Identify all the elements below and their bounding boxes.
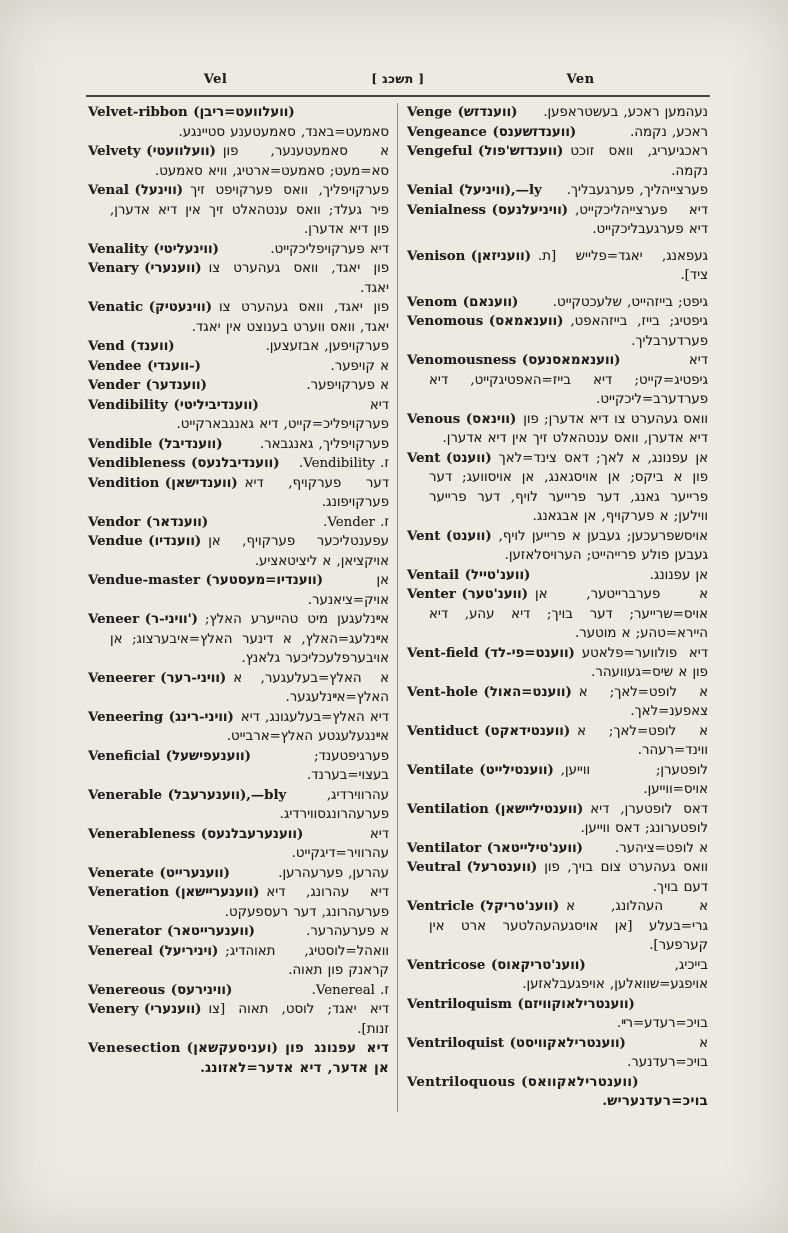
dictionary-entry	[407, 644, 708, 683]
entry-headword: Vent (ווענט)	[407, 528, 492, 544]
entry-headword: Vendibility (ווענדיביליטי)	[88, 397, 259, 413]
dictionary-entry	[407, 201, 708, 240]
entry-headword: Venialness (וויניעלנעס)	[407, 202, 569, 218]
entry-headword: Veutral (ווענטרעל)	[407, 860, 538, 875]
entry-definition: א פערברייטער, אן אויס=שרייער; דער בויך; דיא עהע, דיא היירא=טהע; א מוטער.	[429, 587, 708, 641]
entry-definition: א לופט=לאך; א ווינד=רעהר.	[577, 723, 708, 758]
page-header	[88, 72, 708, 87]
dictionary-entry	[88, 942, 389, 981]
entry-definition: ז. Vender.	[323, 514, 389, 530]
entry-definition: דיא גיפטיג=קייט; דיא בייז=האפטיגקייט, דיא פערדערב=ליכקייט.	[429, 353, 708, 407]
entry-headword: Ventriloquism (ווענטרילאוקוויזם)	[407, 996, 635, 1012]
entry-headword: Venality (ווינעליטי)	[88, 241, 219, 257]
entry-definition: וואס געהערט צום בויך, פון דעם בויך.	[544, 860, 708, 895]
dictionary-entry	[88, 1039, 389, 1078]
entry-headword: Vender (ווענדער)	[88, 378, 207, 393]
entry-definition: דיא יאגד; לוסט, תאוה [צו זנות].	[208, 1002, 389, 1037]
entry-definition: א העהלונג, א גרי=בעלע [אן אויסגעהעהלטער ארט אין קערפער].	[429, 899, 708, 953]
entry-definition: דיא פערקויפליכ=קייט, דיא גאנגבארקייט.	[176, 397, 389, 432]
dictionary-entry	[88, 357, 389, 377]
entry-definition: בויכ=רעדע=רײ.	[616, 1016, 708, 1031]
entry-definition: פערקויפליך, וואס פערקויפט זיך פיר געלד; וואס ענטהאלט זיך אין דיא אדערן, פון דיא אדערן.	[110, 183, 389, 237]
entry-headword: Ventilate (ווענטילייט)	[407, 762, 554, 778]
dictionary-entry	[88, 571, 389, 610]
entry-headword: Venereous (ווינירעס)	[88, 982, 233, 998]
entry-definition: אן עפנונג.	[649, 567, 708, 583]
dictionary-entry	[88, 513, 389, 533]
entry-headword: Venter (ווענ'טער)	[407, 587, 529, 602]
entry-headword: Veneficial (ווענעפישעל)	[88, 748, 251, 764]
dictionary-entry	[407, 956, 708, 995]
dictionary-entry	[407, 247, 708, 286]
entry-headword: Ventilation (ווענטילײשאן)	[407, 801, 584, 817]
dictionary-entry	[407, 800, 708, 839]
right-column	[398, 103, 708, 1112]
left-column	[88, 103, 398, 1112]
entry-headword: Vendor (ווענדאר)	[88, 514, 209, 530]
entry-definition: דיא פערקויפליכקייט.	[270, 241, 389, 257]
dictionary-entry	[407, 312, 708, 351]
dictionary-entry	[88, 747, 389, 786]
dictionary-entry	[88, 474, 389, 513]
entry-headword: Veneer (וויני-ר')	[88, 612, 198, 627]
text-columns	[88, 103, 708, 1112]
entry-headword: Venary (ווענערי)	[88, 261, 202, 276]
dictionary-entry	[88, 337, 389, 357]
entry-definition: דיא פולווער=פלאטע פון א שיס=געוועהר.	[581, 645, 708, 680]
entry-definition: דאס לופטערן, דיא לופטערונג; דאס ווייען.	[580, 801, 708, 836]
entry-definition: א קויפער.	[330, 358, 389, 374]
entry-headword: Venerableness (ווענערעבלנעס)	[88, 826, 304, 842]
dictionary-entry	[88, 669, 389, 708]
dictionary-entry	[407, 449, 708, 527]
entry-headword: Venesection (ועניסעקשאן)	[88, 1041, 279, 1056]
entry-definition: א האלץ=בעלעגער, א האלץ=אײנלעגער.	[233, 670, 389, 705]
entry-definition: פערגיפטענד; בעצוי=בערנד.	[307, 748, 389, 783]
entry-headword: Venatic (ווינעטיק)	[88, 300, 213, 315]
entry-headword: Ventricle (ווענ'טריקל)	[407, 899, 560, 914]
dictionary-entry	[407, 181, 708, 201]
entry-definition: פערקויפען, אבזעצען.	[265, 339, 389, 354]
entry-definition: בויכ=רעדנעריש.	[602, 1094, 708, 1109]
dictionary-entry	[88, 883, 389, 922]
entry-headword: Venom (ווענאם)	[407, 294, 519, 310]
entry-definition: אן עפנונג, א לאך; דאס צינד=לאך פון א ביקס; אן אויסגאנג, אן אויסוועג; דער פרייער גאנג, דער פרייער לויף, דער פרייער ווילען; א פערקויף, אן אבגאנג.	[429, 450, 708, 524]
entry-headword: Venerate (ווענערייט)	[88, 865, 230, 881]
entry-definition: גיפט; בייזהייט, שלעכטקייט.	[552, 294, 708, 310]
entry-definition: א לופט=ציהער.	[615, 840, 708, 856]
entry-headword: Vent-hole (ווענט=האול)	[407, 684, 572, 700]
dictionary-entry	[407, 683, 708, 722]
entry-headword: Velvet-ribbon (וועלוועט=ריבן)	[88, 105, 295, 120]
entry-definition: דיא האלץ=בעלעגונג, דיא אײנגעלעגטע האלץ=ארבייט.	[226, 709, 389, 744]
entry-headword: Vendue (ווענדיו)	[88, 534, 202, 549]
dictionary-entry	[88, 454, 389, 474]
dictionary-entry	[88, 864, 389, 884]
dictionary-entry	[407, 839, 708, 859]
entry-definition: אויסשפרעכען; געבען א פרייען לויף, געבען פולע פרייהייט; הערויסלאזען.	[498, 528, 708, 563]
entry-headword: Vendue-master (ווענדיו=מעסטער)	[88, 573, 324, 588]
dictionary-entry	[88, 435, 389, 455]
entry-headword: Venial (וויניעל),—ly	[407, 183, 542, 198]
entry-definition: לופטערן; ווייען, אויס=ווייען.	[560, 762, 708, 797]
entry-definition: אײנלעגען מיט טהייערע האלץ; אײנלעג=האלץ, א דינער האלץ=איבערצוג; אן אויבערפלעכליכער גלאנץ.	[110, 612, 389, 666]
entry-definition: וואהל=לוסטיג, תאוהדיג; קראנק פון תאוה.	[225, 943, 389, 978]
entry-headword: Vendition (ווענדישאן)	[88, 475, 238, 491]
dictionary-entry	[88, 922, 389, 942]
guide-word-right: Ven	[566, 72, 595, 87]
entry-headword: Vendee (ווענדי-)	[88, 358, 201, 374]
dictionary-entry	[407, 351, 708, 410]
entry-definition: דער פערקויף, דיא פערקויפונג.	[244, 475, 389, 510]
entry-headword: Ventricose (ווענ'טריקאוס)	[407, 957, 586, 973]
entry-headword: Venomousness (ווענאמאסנעס)	[407, 353, 621, 368]
entry-definition: עהרען, פערעהרען.	[278, 865, 389, 881]
entry-headword: Vent-field (ווענט=פי-לד)	[407, 645, 575, 661]
entry-headword: Venomous (ווענאמאס)	[407, 314, 564, 329]
entry-definition: פערקויפליך, גאנגבאר.	[259, 436, 389, 452]
dictionary-entry	[407, 722, 708, 761]
entry-headword: Venge (ווענדזש)	[407, 105, 518, 120]
entry-definition: פון יאגד, וואס געהערט צו יאגד, וואס ווערט בענוצט אין יאגד.	[191, 300, 389, 335]
entry-headword: Vendibleness (ווענדיבלנעס)	[88, 456, 280, 471]
dictionary-entry	[407, 293, 708, 313]
header-rule	[86, 95, 710, 97]
entry-definition: דיא פערצייהליכקייט, דיא פערגעבליכקייט.	[575, 202, 708, 237]
entry-headword: Velvety (וועלוועטי)	[88, 144, 216, 159]
dictionary-entry	[88, 103, 389, 142]
entry-definition: עפענטליכער פערקויף, אן אויקציאן, א ליציטאציע.	[208, 534, 389, 569]
dictionary-entry	[88, 610, 389, 669]
entry-headword: Venison (וועניזאן)	[407, 248, 532, 264]
entry-headword: Vengeance (ווענדזשענס)	[407, 124, 577, 140]
entry-definition: פון יאגד, וואס געהערט צו יאגד.	[208, 261, 389, 296]
dictionary-entry	[88, 396, 389, 435]
dictionary-entry	[407, 103, 708, 123]
entry-headword: Ventilator (ווענ'טילייטאר)	[407, 840, 583, 856]
entry-definition: ז. Vendibility.	[298, 456, 389, 471]
dictionary-entry	[88, 259, 389, 298]
dictionary-entry	[407, 897, 708, 956]
dictionary-entry	[407, 761, 708, 800]
entry-definition: דיא עפנונג פון אן אדער, דיא אדער=לאזונג.	[200, 1041, 389, 1076]
entry-definition: דיא עהרונג, דיא פערעהרונג, דער רעספעקט.	[224, 885, 389, 920]
entry-headword: Ventriloquous (ווענטרילאקוואס)	[407, 1074, 639, 1090]
entry-headword: Vendible (ווענדיבל)	[88, 436, 223, 452]
entry-headword: Vend (ווענד)	[88, 339, 175, 354]
dictionary-entry	[407, 142, 708, 181]
entry-definition: גיפטיג; בייז, בייזהאפט, פערדערבליך.	[570, 314, 708, 349]
entry-definition: סאמעט=באנד, סאמעטענע סטיינגע.	[178, 124, 389, 140]
dictionary-entry	[88, 532, 389, 571]
entry-definition: א לופט=לאך; א צאפענ=לאך.	[578, 684, 708, 719]
dictionary-entry	[88, 181, 389, 240]
entry-headword: Venerator (ווענערייטאר)	[88, 924, 255, 939]
dictionary-entry	[407, 585, 708, 644]
entry-definition: וואס געהערט צו דיא אדערן; פון דיא אדערן, וואס ענטהאלט זיך אין דיא אדערן.	[442, 411, 708, 446]
entry-headword: Venereal (ויניריעל)	[88, 943, 219, 959]
dictionary-entry	[88, 240, 389, 260]
dictionary-entry	[407, 527, 708, 566]
dictionary-entry	[88, 376, 389, 396]
entry-definition: א פערעהרער.	[306, 924, 389, 939]
entry-definition: פערצייהליך, פערגעבליך.	[566, 183, 708, 198]
entry-definition: געפאנג, יאגד=פלייש [ת. ציד].	[538, 248, 708, 283]
entry-definition: דיא עהרוויר=דיגקייט.	[291, 826, 389, 861]
entry-headword: Ventiduct (ווענטידאקט)	[407, 723, 571, 739]
dictionary-entry	[407, 1034, 708, 1073]
entry-headword: Ventriloquist (ווענטרילאקוויסט)	[407, 1035, 626, 1051]
dictionary-entry	[407, 410, 708, 449]
entry-definition: ז. Venereal.	[311, 982, 389, 998]
dictionary-entry	[407, 566, 708, 586]
entry-headword: Vengeful (ווענדזש'פול)	[407, 144, 564, 159]
dictionary-entry	[407, 995, 708, 1034]
entry-definition: א סאמעטענער, פון סא=מעט; סאמעט=ארטיג, וויא סאמעט.	[155, 144, 389, 179]
entry-headword: Venal (ווינעל)	[88, 183, 184, 198]
entry-definition: ראכגיעריג, וואס זוכט נקמה.	[570, 144, 708, 179]
entry-definition: בייכיג, אויפגע=שוואלען, אויפגעבלאזען.	[522, 957, 708, 992]
entry-headword: Ventail (ווענ'טייל)	[407, 567, 531, 583]
dictionary-entry	[407, 123, 708, 143]
page-number: [ תשכג ]	[371, 72, 425, 86]
entry-definition: א בויכ=רעדנער.	[627, 1035, 708, 1070]
entry-headword: Venery (ווענערי)	[88, 1002, 202, 1017]
dictionary-entry	[88, 1000, 389, 1039]
dictionary-entry	[88, 981, 389, 1001]
entry-definition: נעהמען ראכע, בעשטראפען.	[543, 105, 708, 120]
entry-headword: Vent (ווענט)	[407, 450, 492, 466]
dictionary-entry	[407, 858, 708, 897]
entry-definition: א פערקויפער.	[306, 378, 389, 393]
entry-definition: אן אויק=ציאנער.	[307, 573, 389, 608]
dictionary-entry	[88, 825, 389, 864]
dictionary-entry	[407, 1073, 708, 1112]
entry-definition: עהרווירדיג, פערעהרונגסווירדיג.	[279, 787, 389, 822]
entry-headword: Veneration (ווענערײשאן)	[88, 885, 260, 900]
entry-headword: Venous (ווינאס)	[407, 411, 517, 427]
dictionary-entry	[88, 298, 389, 337]
dictionary-entry	[88, 708, 389, 747]
entry-headword: Veneerer (וויני-רער)	[88, 670, 227, 686]
entry-definition: ראכע, נקמה.	[630, 124, 708, 140]
guide-word-left: Vel	[203, 72, 228, 87]
dictionary-entry	[88, 142, 389, 181]
entry-headword: Veneering (וויני-רינג)	[88, 709, 234, 725]
dictionary-entry	[88, 786, 389, 825]
entry-headword: Venerable (ווענערעבל),—bly	[88, 787, 287, 803]
